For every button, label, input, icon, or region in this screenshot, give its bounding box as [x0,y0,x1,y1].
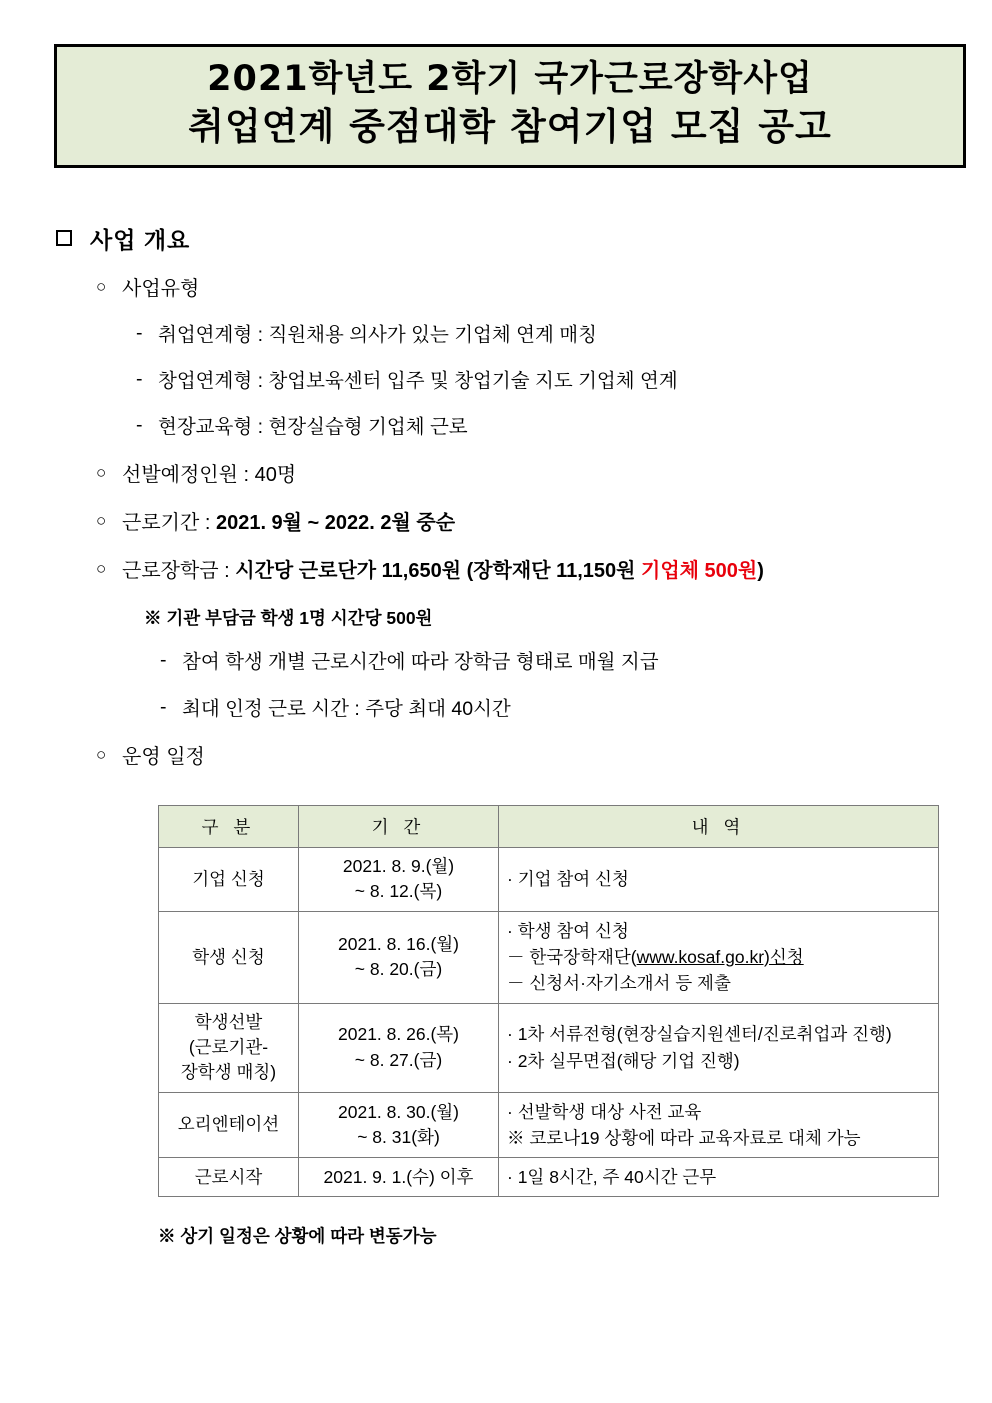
square-bullet-icon [56,230,72,246]
circle-bullet-icon: ○ [96,745,107,765]
table-row [159,911,939,1003]
type-1-label: 취업연계형 : 직원채용 의사가 있는 기업체 연계 매칭 [158,323,597,346]
list-item-headcount [96,461,940,489]
cell-period-line-2: ~ 8. 12.(목) [354,881,443,902]
table-header-row [159,806,939,848]
business-type-label: 사업유형 [122,277,200,300]
cell-detail-line-2: · 2차 실무면접(해당 기업 진행) [507,1050,740,1071]
scholarship-note: ※ 기관 부담금 학생 1명 시간당 500원 [144,608,433,629]
cell-period-line-1: 2021. 8. 9.(월) [342,856,455,877]
list-item-schedule [96,743,940,771]
dash-bullet-icon: - [160,649,167,672]
cell-detail-line-1: · 기업 참여 신청 [507,869,629,890]
cell-period [299,911,499,1003]
cell-detail-line-1: · 선발학생 대상 사전 교육 [507,1101,702,1122]
scholarship-sub-2-label: 최대 인정 근로 시간 : 주당 최대 40시간 [182,697,511,720]
scholarship-row [122,557,764,585]
cell-detail: · 1일 8시간, 주 40시간 근무 [499,1158,939,1197]
work-period-value: 2021. 9월 ~ 2022. 2월 중순 [215,512,456,535]
scholarship-label: 근로장학금 : [122,560,236,583]
cell-division: 학생 신청 [159,911,299,1003]
cell-detail [499,1003,939,1092]
schedule-table [158,805,939,1197]
circle-bullet-icon: ○ [96,511,107,531]
dash-bullet-icon: - [136,321,143,344]
scholarship-value-part1: 시간당 근로단가 11,650원 (장학재단 11,150원 [235,560,642,583]
list-item-scholarship-sub-2 [160,696,940,723]
work-period-row [122,509,455,537]
kosaf-link[interactable]: www.kosaf.go.kr)신청 [636,947,804,968]
section-heading-label: 사업 개요 [90,226,191,253]
cell-period-line-2: ~ 8. 31(화) [357,1126,440,1147]
cell-division-line-2: (근로기관- [188,1036,269,1057]
cell-period-line-1: 2021. 8. 16.(월) [338,933,459,954]
table-row [159,1158,939,1197]
footer-note: ※ 상기 일정은 상황에 따라 변동가능 [158,1226,437,1247]
cell-detail-line-3: － 신청서·자기소개서 등 제출 [507,973,731,994]
dash-bullet-icon: - [136,367,143,390]
cell-division: 기업 신청 [159,848,299,912]
type-2-label: 창업연계형 : 창업보육센터 입주 및 창업기술 지도 기업체 연계 [158,369,678,392]
scholarship-value-highlight: 기업체 500원 [641,560,758,583]
cell-detail-line-2: ※ 코로나19 상황에 따라 교육자료로 대체 가능 [507,1127,861,1148]
type-3-label: 현장교육형 : 현장실습형 기업체 근로 [158,416,468,439]
cell-division: 오리엔테이션 [159,1092,299,1158]
table-header-detail: 내 역 [499,806,939,848]
cell-detail [499,1092,939,1158]
title-line-1: 2021학년도 2학기 국가근로장학사업 [207,59,813,99]
circle-bullet-icon: ○ [96,463,107,483]
cell-division: 근로시작 [159,1158,299,1197]
cell-period-line-1: 2021. 8. 26.(목) [338,1024,459,1045]
cell-detail-line-1: · 1차 서류전형(현장실습지원센터/진로취업과 진행) [507,1024,892,1045]
table-row [159,1092,939,1158]
cell-division [159,1003,299,1092]
list-item-scholarship [96,557,940,585]
schedule-label: 운영 일정 [122,746,205,769]
list-item-type-1 [136,322,940,349]
cell-detail [499,911,939,1003]
list-item-type-3 [136,414,940,441]
list-item-business-type [96,275,940,303]
section-heading [52,222,940,255]
list-item-scholarship-sub-1 [160,649,940,676]
table-row [159,1003,939,1092]
cell-period [299,1003,499,1092]
circle-bullet-icon: ○ [96,559,107,579]
cell-detail-line-1: · 학생 참여 신청 [507,920,629,941]
title-banner [54,44,966,168]
table-row [159,848,939,912]
cell-detail-line-2: － 한국장학재단(www.kosaf.go.kr)신청 [507,947,804,968]
title-line-2: 취업연계 중점대학 참여기업 모집 공고 [188,104,832,148]
cell-detail [499,848,939,912]
cell-period-line-1: 2021. 8. 30.(월) [338,1101,459,1122]
circle-bullet-icon: ○ [96,276,107,296]
dash-bullet-icon: - [160,695,167,718]
table-header-period: 기 간 [299,806,499,848]
schedule-table-wrapper [158,805,940,1197]
scholarship-sub-1-label: 참여 학생 개별 근로시간에 따라 장학금 형태로 매월 지급 [182,651,659,674]
cell-period-line-2: ~ 8. 20.(금) [354,959,443,980]
headcount-label: 선발예정인원 : 40명 [122,464,297,487]
cell-period-line-2: ~ 8. 27.(금) [354,1049,443,1070]
cell-period [299,1092,499,1158]
list-item-work-period [96,509,940,537]
dash-bullet-icon: - [136,414,143,437]
cell-period: 2021. 9. 1.(수) 이후 [299,1158,499,1197]
table-header-division: 구 분 [159,806,299,848]
cell-period [299,848,499,912]
cell-division-line-1: 학생선발 [194,1011,263,1032]
cell-division-line-3: 장학생 매칭) [180,1062,277,1083]
scholarship-value-part2: ) [757,560,764,583]
list-item-type-2 [136,368,940,395]
work-period-label: 근로기간 : [122,512,216,535]
